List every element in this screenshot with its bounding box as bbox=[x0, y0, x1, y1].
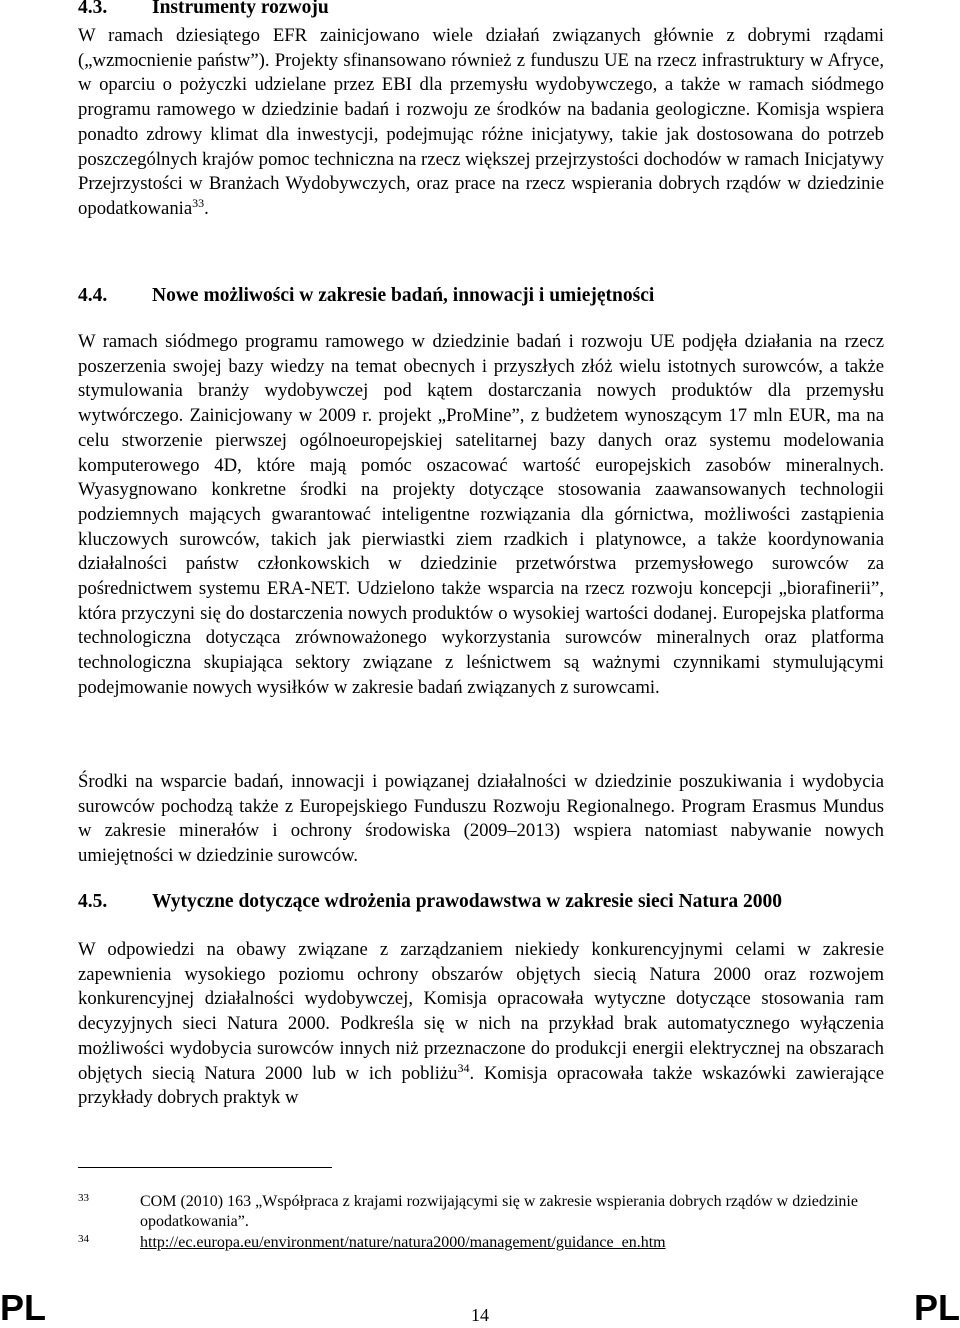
paragraph-research-funding: Środki na wsparcie badań, innowacji i powiązanej działalności w dziedzinie poszukiwania i wydobycia surowców pochodzą także z Europejskiego Funduszu Rozwoju Regionalnego. Program Erasmus Mundus w zakresie minerałów i ochrony środowiska (2009–2013) wspiera natomiast nabywanie nowych umiejętności w dziedzinie surowców. bbox=[78, 771, 884, 867]
footnote-34 bbox=[78, 1233, 884, 1255]
section-heading-4-4 bbox=[78, 284, 654, 308]
footnote-link[interactable]: http://ec.europa.eu/environment/nature/natura2000/management/guidance_en.htm bbox=[140, 1234, 666, 1251]
paragraph-development-instruments bbox=[78, 24, 884, 222]
footnote-number: 33 bbox=[78, 1192, 89, 1204]
section-title: Wytyczne dotyczące wdrożenia prawodawstwa w zakresie sieci Natura 2000 bbox=[152, 891, 783, 912]
footnote-33 bbox=[78, 1192, 884, 1236]
paragraph-end: . Komisja opracowała także wskazówki zawierające przykłady dobrych praktyk w bbox=[78, 1062, 884, 1109]
page-number: 14 bbox=[471, 1305, 489, 1325]
footnote-ref-33[interactable]: 33 bbox=[192, 195, 205, 210]
footer-language-right: PL bbox=[913, 1287, 960, 1328]
paragraph-research-opportunities: W ramach siódmego programu ramowego w dziedzinie badań i rozwoju UE podjęła działania na rzecz poszerzenia swojej bazy wiedzy na temat obecnych i przyszłych złóż wielu istotnych surowców, a także stymulowania branży wydobywczej pod kątem dostarczania nowych produktów dla przemysłu wytwórczego. Zainicjowany w 2009 r. projekt „ProMine”, z budżetem wynoszącym 17 mln EUR, ma na celu stworzenie pierwszej ogólnoeuropejskiej satelitarnej bazy danych oraz systemu modelowania komputerowego 4D, które mają pomóc oszacować wartość europejskich zasobów mineralnych. Wyasygnowano konkretne środki na projekty dotyczące stosowania zaawansowanych technologii podziemnych mających gwarantować inteligentne rozwiązania dla górnictwa, możliwości zastąpienia kluczowych surowców, takich jak pierwiastki ziem rzadkich i platynowce, a także koordynowania działalności państw członkowskich w dziedzinie przetwórstwa przemysłowego surowców za pośrednictwem systemu ERA-NET. Udzielono także wsparcia na rzecz rozwoju koncepcji „biorafinerii”, która przyczyni się do dostarczenia nowych produktów o wysokiej wartości dodanej. Europejska platforma technologiczna dotycząca zrównoważonego wykorzystania surowców mineralnych oraz platforma technologiczna skupiająca sektory związane z leśnictwem są ważnymi czynnikami stymulującymi podejmowanie nowych wysiłków w zakresie badań związanych z surowcami. bbox=[78, 331, 884, 698]
section-heading-4-3 bbox=[78, 0, 329, 20]
section-heading-4-5 bbox=[78, 890, 782, 914]
paragraph-text: W ramach dziesiątego EFR zainicjowano wiele działań związanych głównie z dobrymi rządami („wzmocnienie państw”). Projekty sfinansowano również z funduszu UE na rzecz infrastruktury w Afryce, w oparciu o pożyczki udzielane przez EBI dla przemysłu wydobywczego, a także w ramach siódmego programu ramowego w dziedzinie badań i rozwoju ze środków na badania geologiczne. Komisja wspiera ponadto zdrowy klimat dla inwestycji, podejmując różne inicjatywy, takie jak dostosowana do potrzeb poszczególnych krajów pomoc techniczna na rzecz większej przejrzystości dochodów w ramach Inicjatywy Przejrzystości w Branżach Wydobywczych, oraz prace na rzecz wspierania dobrych rządów w dziedzinie opodatkowania bbox=[78, 25, 884, 219]
footnote-separator bbox=[78, 1167, 332, 1168]
section-number: 4.5. bbox=[78, 891, 108, 912]
section-number: 4.3. bbox=[78, 0, 108, 18]
paragraph-natura-2000 bbox=[78, 938, 884, 1111]
section-number: 4.4. bbox=[78, 285, 108, 306]
section-title: Nowe możliwości w zakresie badań, innowacji i umiejętności bbox=[152, 285, 655, 306]
footer-language-left: PL bbox=[0, 1287, 47, 1328]
paragraph-text: W odpowiedzi na obawy związane z zarządzaniem niekiedy konkurencyjnymi celami w zakresie zapewnienia wysokiego poziomu ochrony obszarów objętych siecią Natura 2000 oraz rozwojem konkurencyjnej działalności wydobywczej, Komisja opracowała wytyczne dotyczące stosowania ram decyzyjnych sieci Natura 2000. Podkreśla się w nich na przykład brak automatycznego wyłączenia możliwości wydobycia surowców innych niż przeznaczone do produkcji energii elektrycznej na obszarach objętych siecią Natura 2000 lub w ich pobliżu bbox=[78, 939, 884, 1084]
footnote-number: 34 bbox=[78, 1233, 89, 1245]
footnote-text: COM (2010) 163 „Współpraca z krajami rozwijającymi się w zakresie wspierania dobrych rządów w dziedzinie opodatkowania”. bbox=[140, 1193, 858, 1230]
footnote-ref-34[interactable]: 34 bbox=[457, 1060, 470, 1075]
section-title: Instrumenty rozwoju bbox=[152, 0, 329, 18]
paragraph-end: . bbox=[204, 197, 209, 219]
